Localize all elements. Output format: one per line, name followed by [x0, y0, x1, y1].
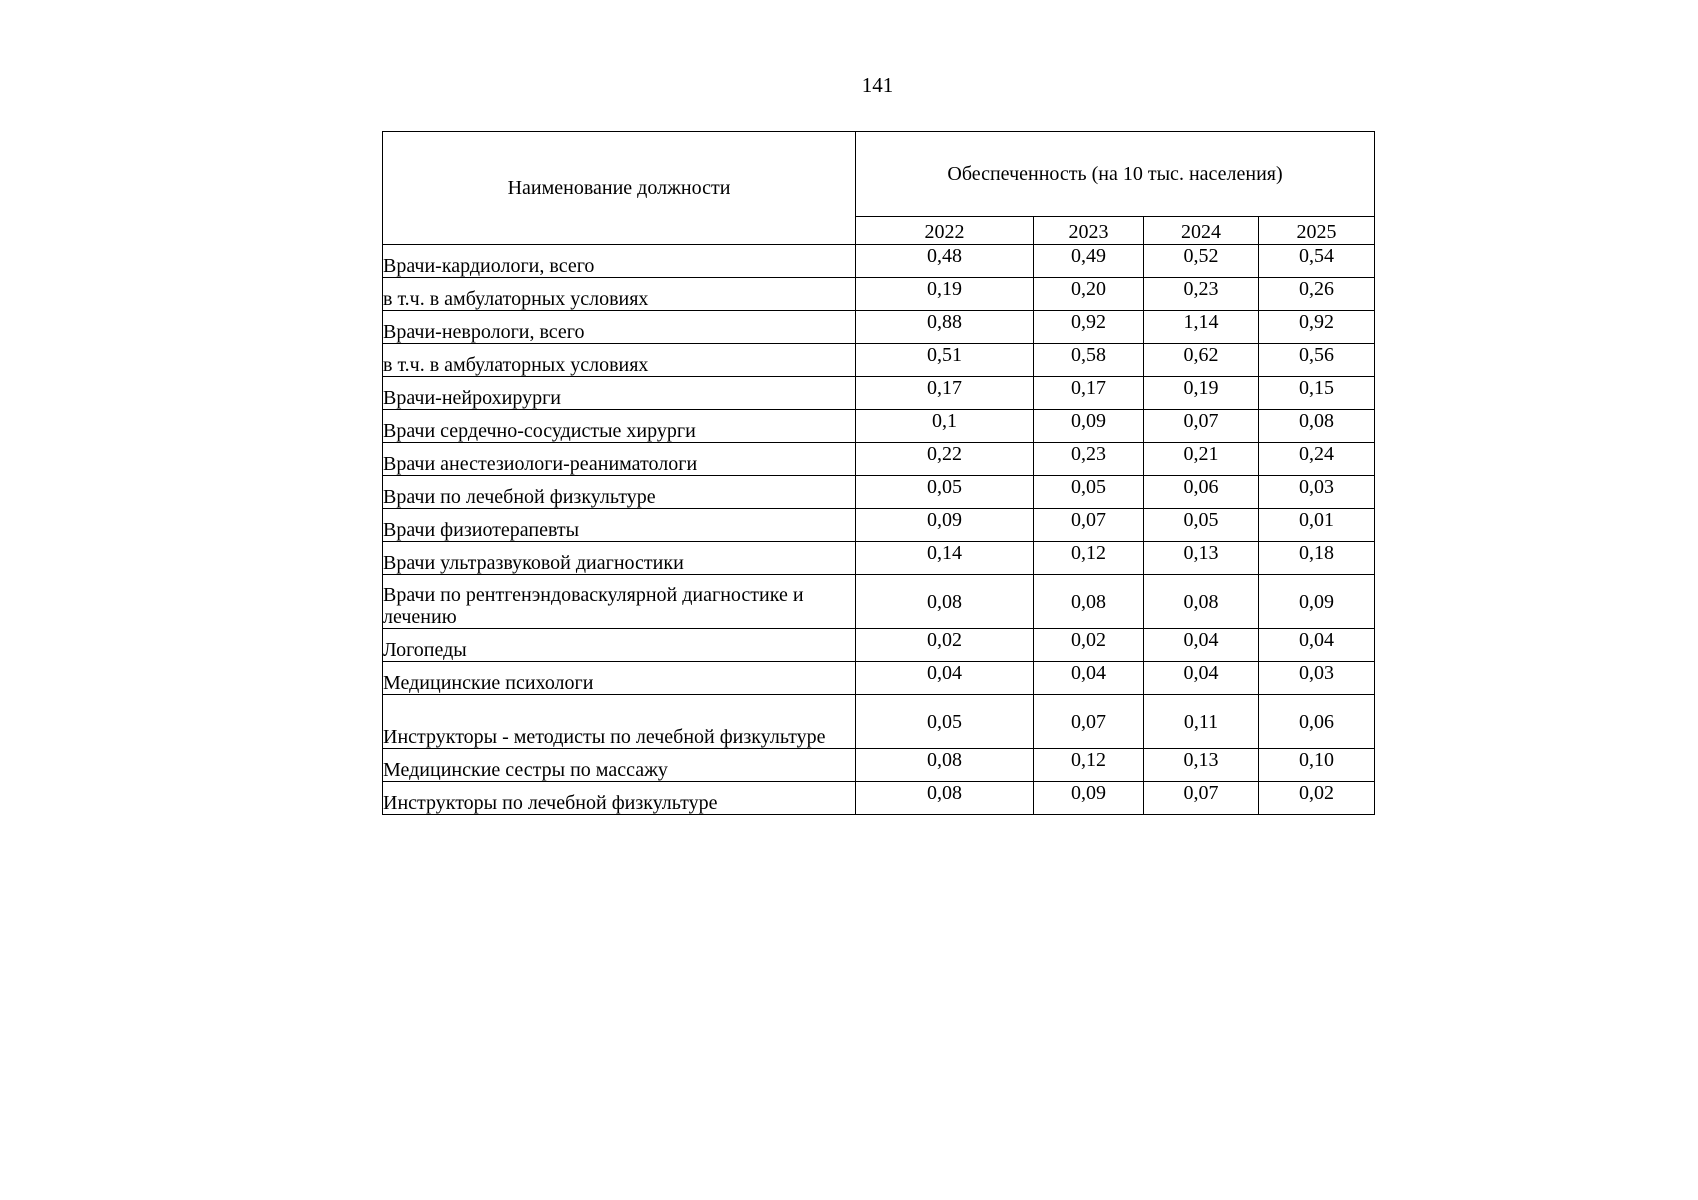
value-cell-2025: 0,26 [1259, 278, 1375, 311]
value-cell-2024: 0,04 [1144, 662, 1259, 695]
value-cell-2022: 0,08 [856, 782, 1034, 815]
value-cell-2023: 0,08 [1034, 575, 1144, 629]
position-name-cell: Медицинские сестры по массажу [383, 749, 856, 782]
value-cell-2022: 0,04 [856, 662, 1034, 695]
page-number: 141 [861, 73, 894, 97]
value-cell-2022: 0,51 [856, 344, 1034, 377]
header-provision: Обеспеченность (на 10 тыс. населения) [856, 132, 1375, 217]
value-cell-2024: 0,19 [1144, 377, 1259, 410]
header-year-2022: 2022 [856, 217, 1034, 245]
position-name-cell: Медицинские психологи [383, 662, 856, 695]
value-cell-2022: 0,02 [856, 629, 1034, 662]
value-cell-2024: 0,07 [1144, 782, 1259, 815]
value-cell-2023: 0,12 [1034, 542, 1144, 575]
table-row [383, 476, 1375, 509]
value-cell-2025: 0,01 [1259, 509, 1375, 542]
position-name-cell: Врачи-нейрохирурги [383, 377, 856, 410]
value-cell-2023: 0,09 [1034, 782, 1144, 815]
value-cell-2023: 0,04 [1034, 662, 1144, 695]
header-position-name: Наименование должности [383, 132, 856, 245]
value-cell-2023: 0,09 [1034, 410, 1144, 443]
value-cell-2024: 0,62 [1144, 344, 1259, 377]
value-cell-2025: 0,09 [1259, 575, 1375, 629]
value-cell-2023: 0,17 [1034, 377, 1144, 410]
value-cell-2025: 0,56 [1259, 344, 1375, 377]
table-row [383, 245, 1375, 278]
value-cell-2023: 0,23 [1034, 443, 1144, 476]
value-cell-2022: 0,48 [856, 245, 1034, 278]
table-row [383, 311, 1375, 344]
table-row [383, 782, 1375, 815]
value-cell-2023: 0,92 [1034, 311, 1144, 344]
value-cell-2023: 0,07 [1034, 509, 1144, 542]
value-cell-2025: 0,54 [1259, 245, 1375, 278]
table-row [383, 443, 1375, 476]
table-row [383, 749, 1375, 782]
value-cell-2024: 0,08 [1144, 575, 1259, 629]
value-cell-2022: 0,05 [856, 476, 1034, 509]
table-row [383, 377, 1375, 410]
position-name-cell: Врачи по рентгенэндоваскулярной диагностике и лечению [383, 575, 856, 629]
value-cell-2025: 0,92 [1259, 311, 1375, 344]
value-cell-2023: 0,20 [1034, 278, 1144, 311]
value-cell-2022: 0,88 [856, 311, 1034, 344]
value-cell-2023: 0,58 [1034, 344, 1144, 377]
position-name-cell: в т.ч. в амбулаторных условиях [383, 278, 856, 311]
value-cell-2023: 0,07 [1034, 695, 1144, 749]
value-cell-2022: 0,22 [856, 443, 1034, 476]
value-cell-2025: 0,15 [1259, 377, 1375, 410]
value-cell-2023: 0,49 [1034, 245, 1144, 278]
position-name-cell: Логопеды [383, 629, 856, 662]
value-cell-2024: 0,05 [1144, 509, 1259, 542]
value-cell-2025: 0,08 [1259, 410, 1375, 443]
value-cell-2025: 0,03 [1259, 662, 1375, 695]
position-name-cell: Инструкторы по лечебной физкультуре [383, 782, 856, 815]
value-cell-2022: 0,14 [856, 542, 1034, 575]
value-cell-2022: 0,08 [856, 575, 1034, 629]
position-name-cell: Врачи сердечно-сосудистые хирурги [383, 410, 856, 443]
value-cell-2025: 0,10 [1259, 749, 1375, 782]
position-name-cell: Врачи по лечебной физкультуре [383, 476, 856, 509]
value-cell-2022: 0,17 [856, 377, 1034, 410]
table-row [383, 695, 1375, 749]
value-cell-2024: 1,14 [1144, 311, 1259, 344]
staffing-table [382, 131, 1375, 815]
value-cell-2024: 0,11 [1144, 695, 1259, 749]
value-cell-2024: 0,13 [1144, 542, 1259, 575]
table-row [383, 629, 1375, 662]
value-cell-2025: 0,04 [1259, 629, 1375, 662]
value-cell-2022: 0,05 [856, 695, 1034, 749]
value-cell-2023: 0,12 [1034, 749, 1144, 782]
value-cell-2024: 0,13 [1144, 749, 1259, 782]
table-row [383, 662, 1375, 695]
value-cell-2023: 0,05 [1034, 476, 1144, 509]
value-cell-2025: 0,18 [1259, 542, 1375, 575]
value-cell-2022: 0,08 [856, 749, 1034, 782]
table-row [383, 278, 1375, 311]
value-cell-2025: 0,03 [1259, 476, 1375, 509]
header-year-2024: 2024 [1144, 217, 1259, 245]
table-row [383, 542, 1375, 575]
value-cell-2022: 0,09 [856, 509, 1034, 542]
value-cell-2024: 0,06 [1144, 476, 1259, 509]
value-cell-2024: 0,21 [1144, 443, 1259, 476]
position-name-cell: Врачи анестезиологи-реаниматологи [383, 443, 856, 476]
value-cell-2024: 0,04 [1144, 629, 1259, 662]
position-name-cell: Врачи ультразвуковой диагностики [383, 542, 856, 575]
position-name-cell: Врачи-неврологи, всего [383, 311, 856, 344]
value-cell-2025: 0,24 [1259, 443, 1375, 476]
position-name-cell: Врачи-кардиологи, всего [383, 245, 856, 278]
position-name-cell: Инструкторы - методисты по лечебной физкультуре [383, 695, 856, 749]
value-cell-2023: 0,02 [1034, 629, 1144, 662]
table-row [383, 410, 1375, 443]
table-body [383, 245, 1375, 815]
table-row [383, 344, 1375, 377]
header-year-2025: 2025 [1259, 217, 1375, 245]
value-cell-2025: 0,02 [1259, 782, 1375, 815]
value-cell-2024: 0,07 [1144, 410, 1259, 443]
value-cell-2024: 0,23 [1144, 278, 1259, 311]
position-name-cell: в т.ч. в амбулаторных условиях [383, 344, 856, 377]
value-cell-2022: 0,19 [856, 278, 1034, 311]
table-row [383, 509, 1375, 542]
value-cell-2025: 0,06 [1259, 695, 1375, 749]
header-year-2023: 2023 [1034, 217, 1144, 245]
position-name-cell: Врачи физиотерапевты [383, 509, 856, 542]
value-cell-2024: 0,52 [1144, 245, 1259, 278]
value-cell-2022: 0,1 [856, 410, 1034, 443]
table-row [383, 575, 1375, 629]
